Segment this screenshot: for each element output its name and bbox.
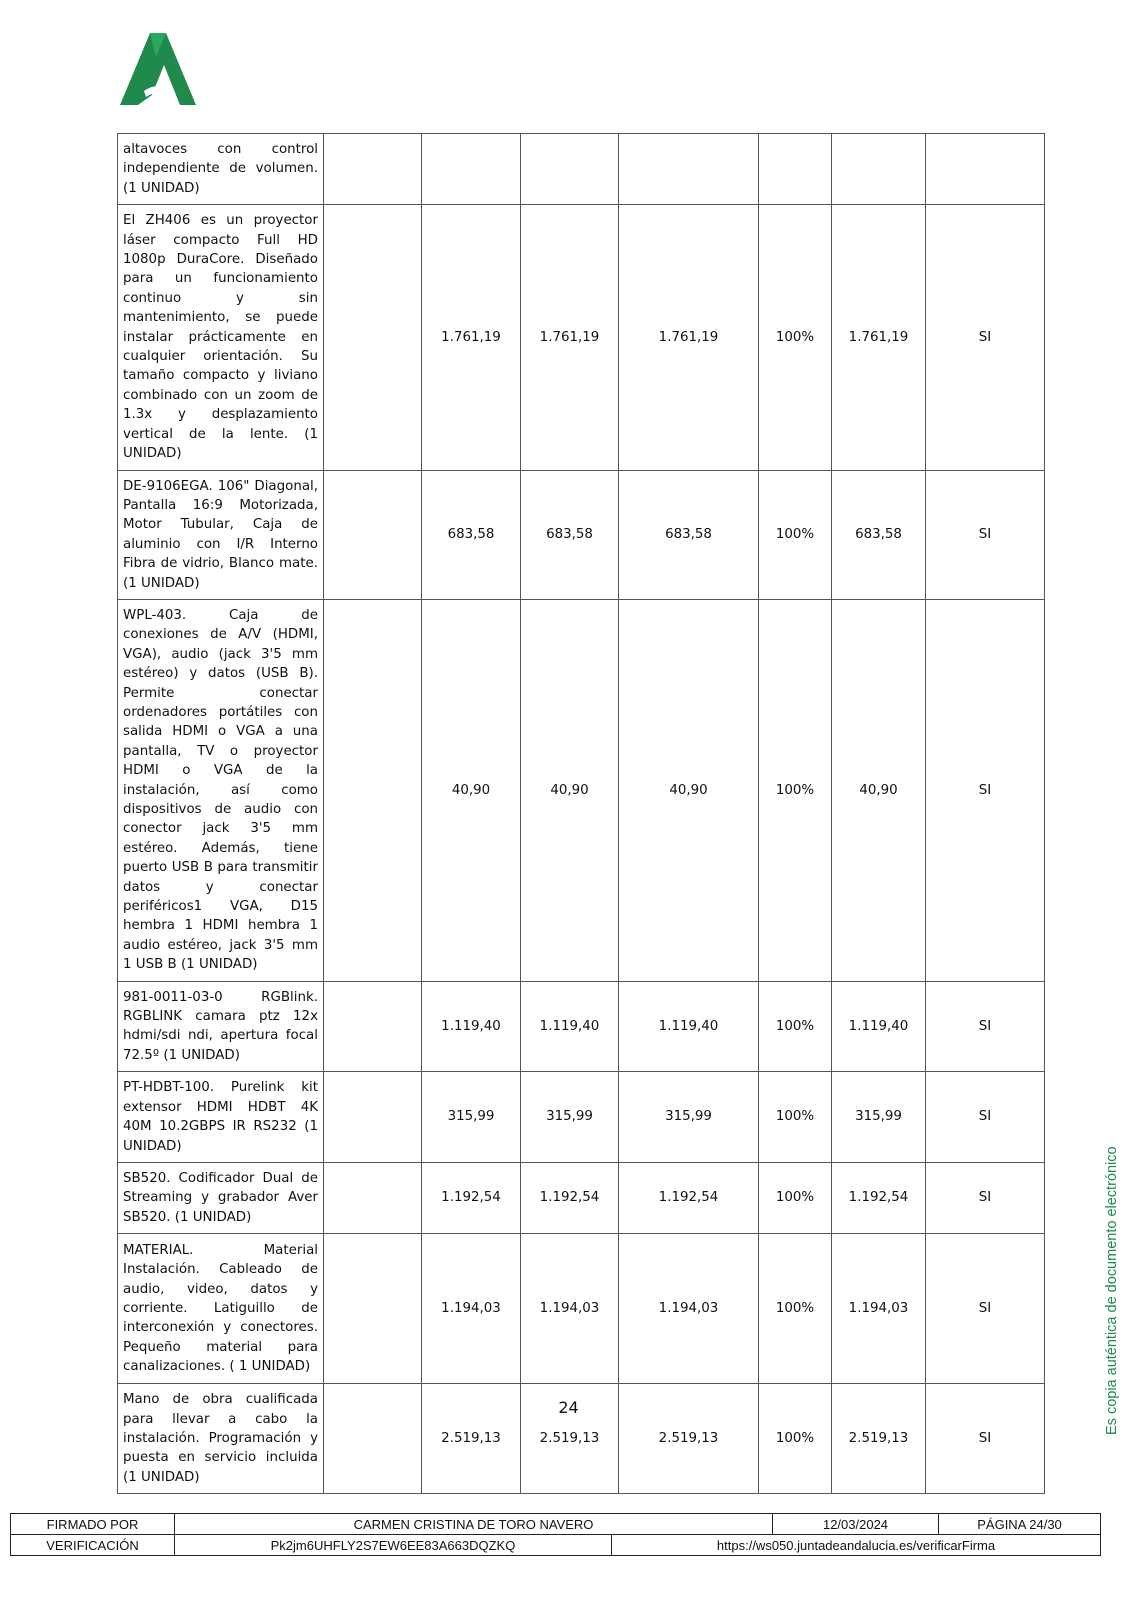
item-value-c4 [759,134,832,205]
item-value-c4: 100% [759,599,832,981]
table-row [118,599,1045,981]
verification-url[interactable]: https://ws050.juntadeandalucia.es/verificarFirma [612,1535,1101,1556]
empty-cell [324,470,422,599]
item-value-c4: 100% [759,1072,832,1163]
item-value-c2: 2.519,13 [521,1384,619,1494]
item-value-c5: 1.119,40 [832,981,926,1072]
item-description: Mano de obra cualificada para llevar a cabo la instalación. Programación y puesta en servicio incluida (1 UNIDAD) [118,1384,324,1494]
item-value-c1: 1.119,40 [422,981,521,1072]
item-value-c6: SI [926,599,1045,981]
item-value-c2: 315,99 [521,1072,619,1163]
item-description: SB520. Codificador Dual de Streaming y grabador Aver SB520. (1 UNIDAD) [118,1162,324,1233]
item-value-c5: 1.194,03 [832,1234,926,1384]
verification-code: Pk2jm6UHFLY2S7EW6EE83A663DQZKQ [175,1535,612,1556]
items-table [117,133,1045,1494]
table-row [118,470,1045,599]
empty-cell [324,205,422,470]
page-number: 24 [558,1398,579,1417]
item-value-c2: 1.119,40 [521,981,619,1072]
item-value-c4: 100% [759,205,832,470]
item-value-c3 [619,134,759,205]
item-value-c2 [521,134,619,205]
item-value-c6: SI [926,1234,1045,1384]
item-description: 981-0011-03-0 RGBlink. RGBLINK camara ptz 12x hdmi/sdi ndi, apertura focal 72.5º (1 UNIDAD) [118,981,324,1072]
empty-cell [324,1162,422,1233]
item-value-c6: SI [926,1384,1045,1494]
item-value-c2: 1.192,54 [521,1162,619,1233]
signed-by-label: FIRMADO POR [11,1514,175,1535]
item-value-c4: 100% [759,1162,832,1233]
signature-date: 12/03/2024 [773,1514,939,1535]
item-value-c6: SI [926,981,1045,1072]
item-value-c1: 2.519,13 [422,1384,521,1494]
item-value-c3: 2.519,13 [619,1384,759,1494]
item-value-c5: 683,58 [832,470,926,599]
item-description: PT-HDBT-100. Purelink kit extensor HDMI HDBT 4K 40M 10.2GBPS IR RS232 (1 UNIDAD) [118,1072,324,1163]
empty-cell [324,981,422,1072]
empty-cell [324,1072,422,1163]
item-value-c4: 100% [759,1234,832,1384]
item-value-c4: 100% [759,981,832,1072]
empty-cell [324,1234,422,1384]
item-value-c2: 683,58 [521,470,619,599]
table-row [118,134,1045,205]
item-value-c4: 100% [759,1384,832,1494]
item-value-c3: 683,58 [619,470,759,599]
table-row [118,1162,1045,1233]
item-value-c5: 2.519,13 [832,1384,926,1494]
item-value-c6: SI [926,1162,1045,1233]
empty-cell [324,599,422,981]
table-row [118,1072,1045,1163]
item-value-c6: SI [926,1072,1045,1163]
item-value-c3: 315,99 [619,1072,759,1163]
item-value-c6 [926,134,1045,205]
item-value-c3: 40,90 [619,599,759,981]
item-value-c1: 1.194,03 [422,1234,521,1384]
item-value-c2: 40,90 [521,599,619,981]
item-value-c6: SI [926,205,1045,470]
item-value-c1: 1.761,19 [422,205,521,470]
item-description: El ZH406 es un proyector láser compacto Full HD 1080p DuraCore. Diseñado para un funcionamiento continuo y sin mantenimiento, se puede instalar prácticamente en cualquier orientación. Su tamaño compacto y liviano combinado con un zoom de 1.3x y desplazamiento vertical de la lente. (1 UNIDAD) [118,205,324,470]
item-value-c3: 1.192,54 [619,1162,759,1233]
signer-name: CARMEN CRISTINA DE TORO NAVERO [175,1514,773,1535]
table-row [118,1234,1045,1384]
verification-label: VERIFICACIÓN [11,1535,175,1556]
item-value-c1: 683,58 [422,470,521,599]
page-indicator: PÁGINA 24/30 [939,1514,1101,1535]
junta-andalucia-logo [120,33,196,105]
item-value-c3: 1.119,40 [619,981,759,1072]
item-value-c4: 100% [759,470,832,599]
item-description: DE-9106EGA. 106" Diagonal, Pantalla 16:9 Motorizada, Motor Tubular, Caja de aluminio con I/R Interno Fibra de vidrio, Blanco mate. (1 UNIDAD) [118,470,324,599]
item-value-c1 [422,134,521,205]
item-description: MATERIAL. Material Instalación. Cableado de audio, video, datos y corriente. Latiguillo de interconexión y conectores. Pequeño material para canalizaciones. ( 1 UNIDAD) [118,1234,324,1384]
item-value-c6: SI [926,470,1045,599]
item-value-c5: 315,99 [832,1072,926,1163]
item-value-c5: 1.761,19 [832,205,926,470]
item-value-c3: 1.761,19 [619,205,759,470]
item-value-c2: 1.761,19 [521,205,619,470]
signature-footer [10,1513,1101,1556]
item-value-c1: 40,90 [422,599,521,981]
item-value-c5: 1.192,54 [832,1162,926,1233]
item-value-c5 [832,134,926,205]
item-value-c1: 315,99 [422,1072,521,1163]
table-row [118,981,1045,1072]
table-row [118,205,1045,470]
item-description: altavoces con control independiente de volumen. (1 UNIDAD) [118,134,324,205]
authenticity-note: Es copia auténtica de documento electrónico [1104,1146,1120,1435]
item-value-c3: 1.194,03 [619,1234,759,1384]
item-value-c5: 40,90 [832,599,926,981]
item-value-c1: 1.192,54 [422,1162,521,1233]
item-value-c2: 1.194,03 [521,1234,619,1384]
empty-cell [324,134,422,205]
item-description: WPL-403. Caja de conexiones de A/V (HDMI, VGA), audio (jack 3'5 mm estéreo) y datos (USB B). Permite conectar ordenadores portátiles con salida HDMI o VGA a una pantalla, TV o proyector HDMI o VGA de la instalación, así como dispositivos de audio con conector jack 3'5 mm estéreo. Además, tiene puerto USB B para transmitir datos y conectar periféricos1 VGA, D15 hembra 1 HDMI hembra 1 audio estéreo, jack 3'5 mm 1 USB B (1 UNIDAD) [118,599,324,981]
